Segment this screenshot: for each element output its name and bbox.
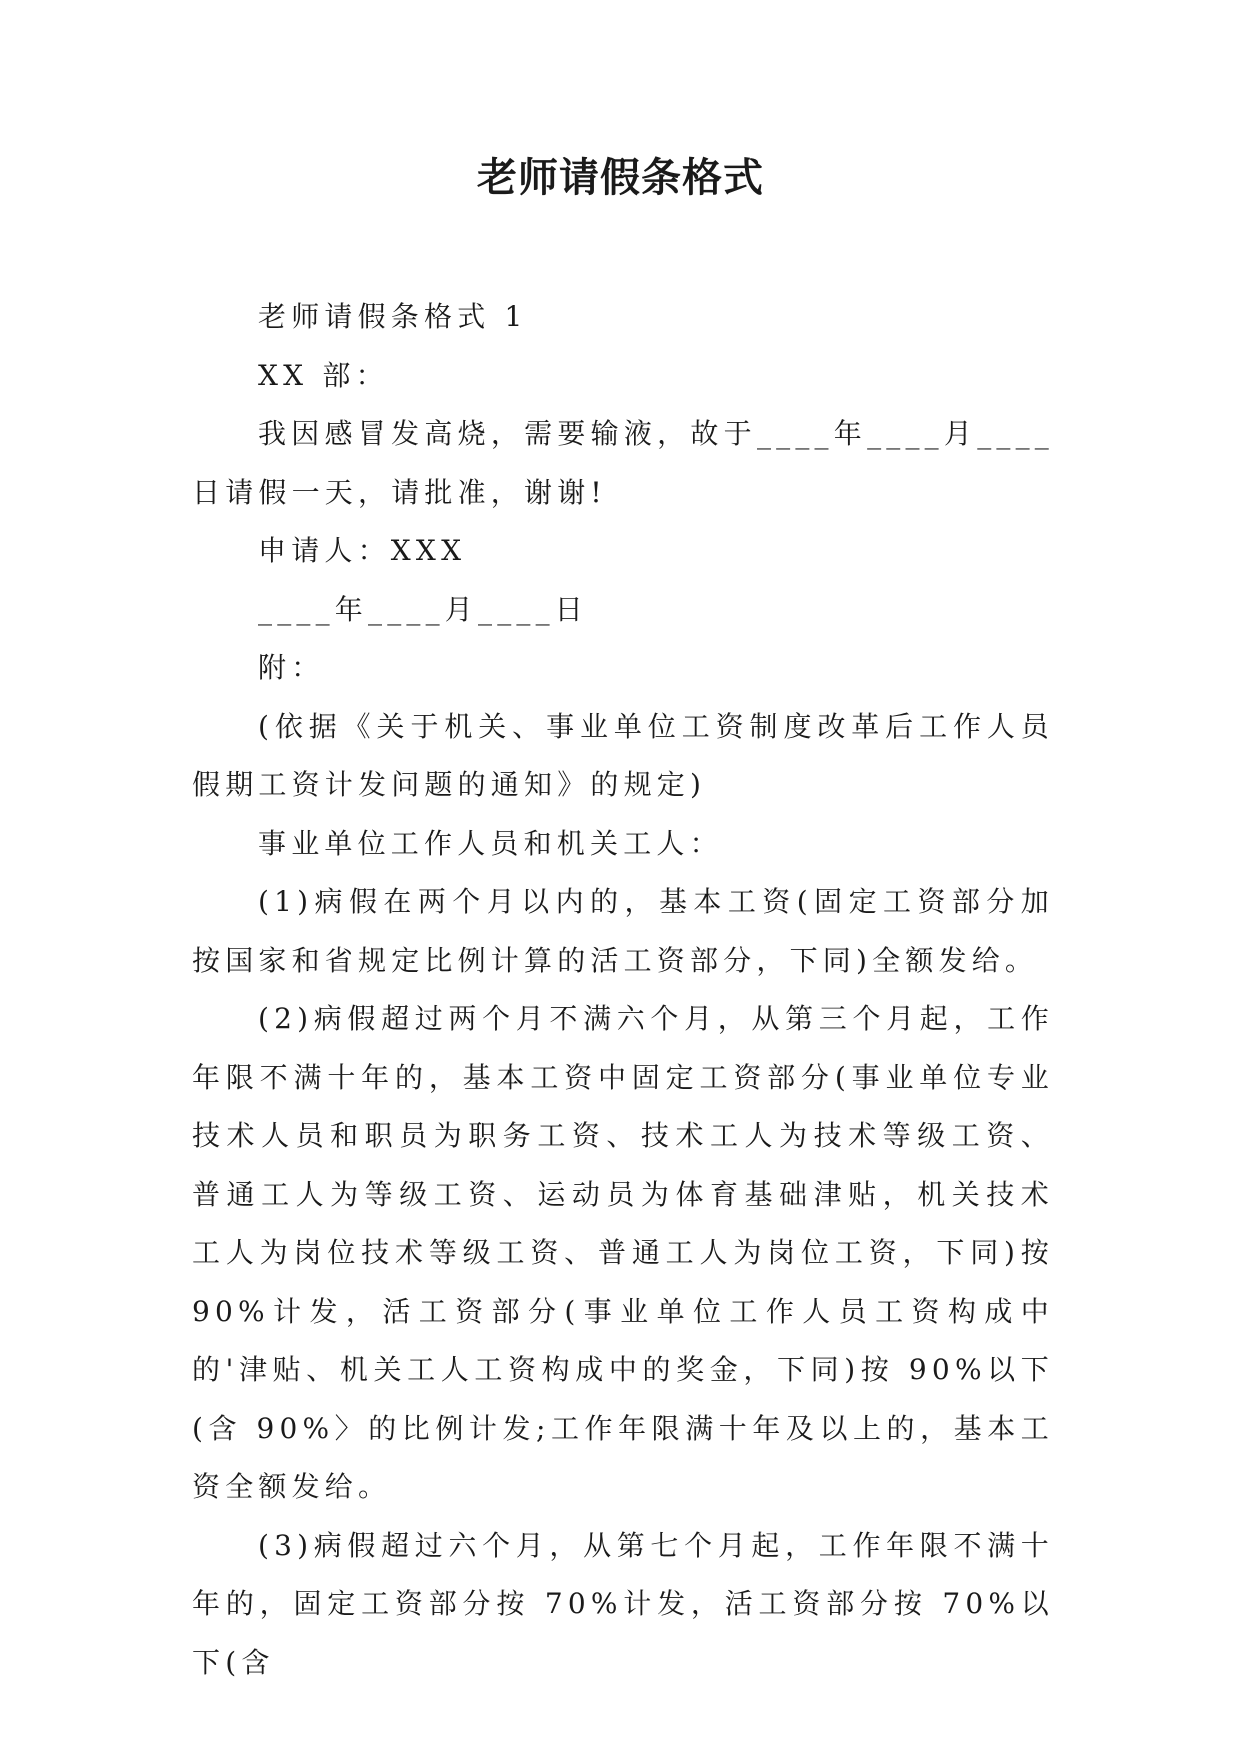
paragraph-appendix-label: 附： (258, 651, 325, 684)
paragraph-heading: 老师请假条格式 1 (258, 300, 528, 333)
paragraph-scope: 事业单位工作人员和机关工人： (258, 826, 723, 860)
paragraph-request: 我因感冒发高烧，需要输液，故于____年____月____日请假一天，请批准，谢谢! (192, 417, 1054, 509)
paragraph-rule-3: (3)病假超过六个月，从第七个月起，工作年限不满十年的，固定工资部分按 70%计发，活工资部分按 70%以下(含 (192, 1528, 1054, 1679)
document-body (192, 288, 1054, 1692)
paragraph-applicant: 申请人：XXX (258, 534, 467, 567)
paragraph-rule-2: (2)病假超过两个月不满六个月，从第三个月起，工作年限不满十年的，基本工资中固定工资部分(事业单位专业技术人员和职员为职务工资、技术工人为技术等级工资、普通工人为等级工资、运动员为体育基础津贴，机关技术工人为岗位技术等级工资、普通工人为岗位工资，下同)按 90%计发，活工资部分(事业单位工作人员工资构成中的'津贴、机关工人工资构成中的奖金，下同)按 90%以下(含 90%〉的比例计发;工作年限满十年及以上的，基本工资全额发给。 (192, 1002, 1054, 1503)
paragraph-recipient: XX 部： (258, 358, 389, 392)
paragraph-rule-1: (1)病假在两个月以内的，基本工资(固定工资部分加按国家和省规定比例计算的活工资部分，下同)全额发给。 (192, 885, 1054, 977)
paragraph-date: ____年____月____日 (258, 592, 589, 626)
document-title: 老师请假条格式 (477, 155, 764, 201)
paragraph-basis: (依据《关于机关、事业单位工资制度改革后工作人员假期工资计发问题的通知》的规定) (192, 709, 1054, 801)
